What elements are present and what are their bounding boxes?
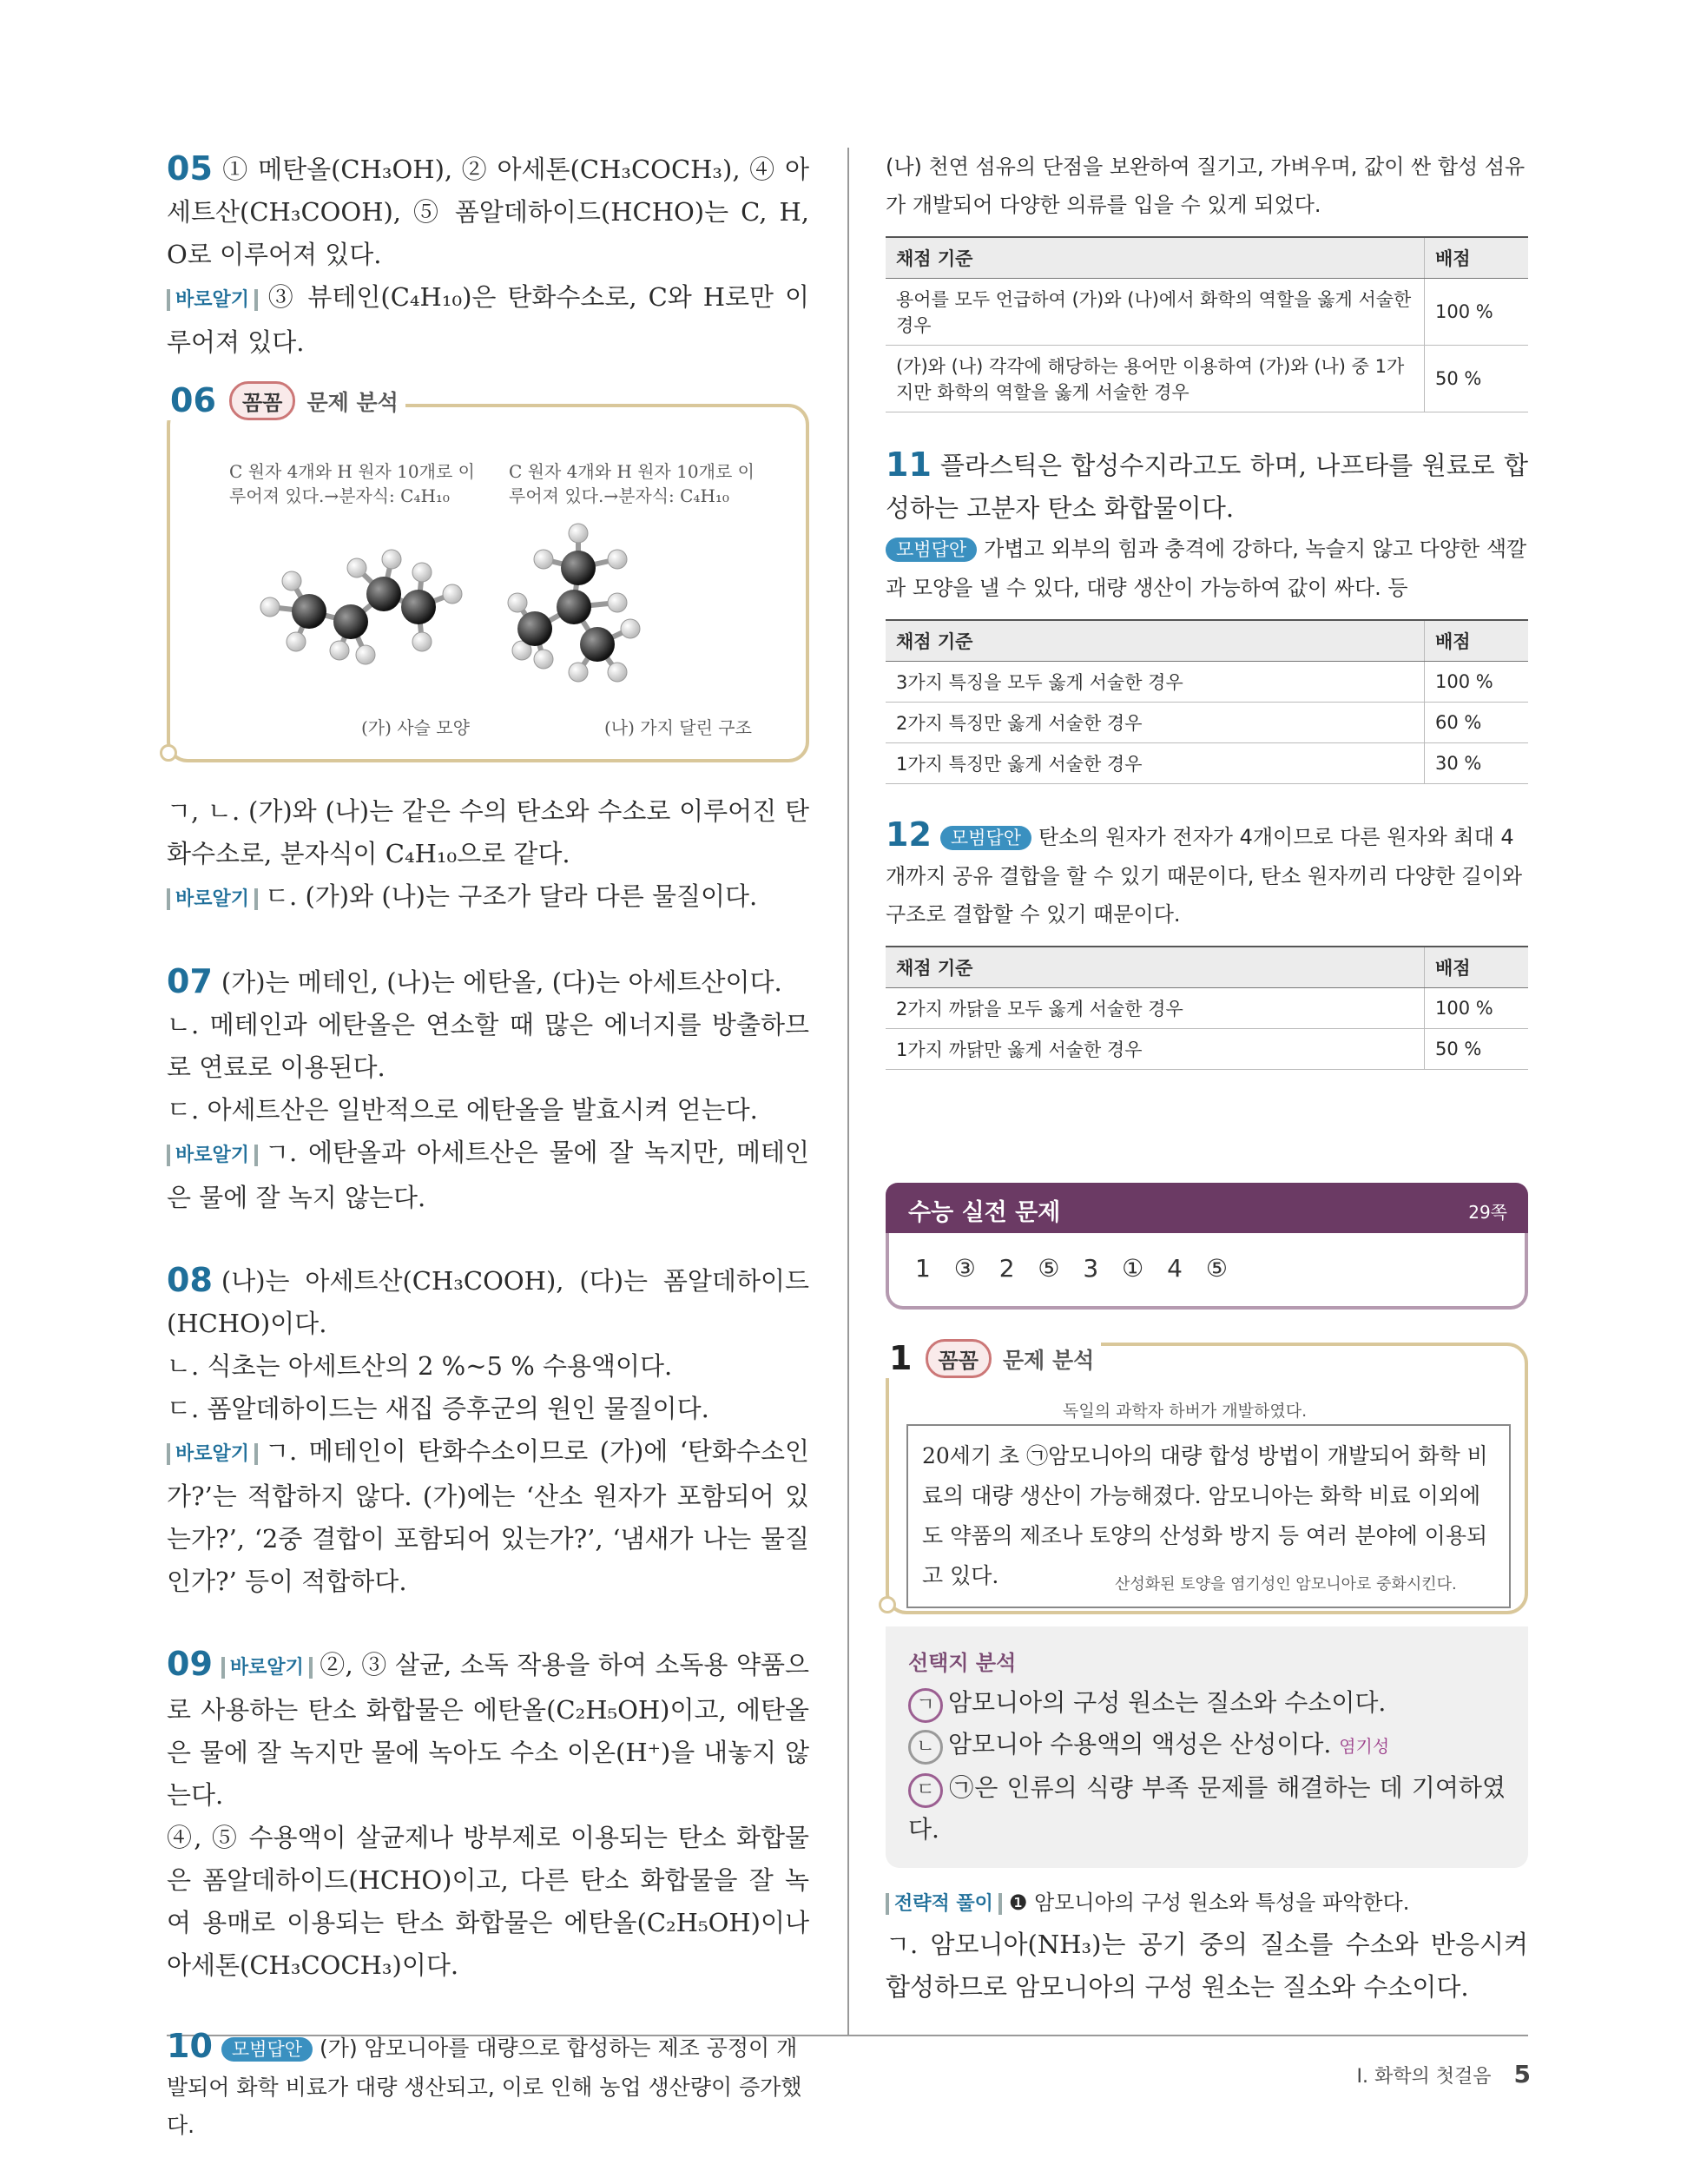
box-corner-dot [879, 1596, 896, 1613]
page-number: 5 [1513, 2060, 1531, 2088]
caption-b: C 원자 4개와 H 원자 10개로 이루어져 있다.→분자식: C₄H₁₀ [509, 461, 755, 506]
page-footer: Ⅰ. 화학의 첫걸음 5 [1356, 2060, 1531, 2088]
answer-key-box [886, 1233, 1528, 1310]
choice-analysis: 선택지 분석 ㄱ 암모니아의 구성 원소는 질소와 수소이다. ㄴ 암모니아 수용액의 액성은 산성이다. 염기성 ㄷ ㉠은 인류의 식량 부족 문제를 해결하는 데 기여하였다. [886, 1626, 1528, 1868]
passage: 20세기 초 ㉠암모니아의 대량 합성 방법이 개발되어 화학 비료의 대량 생산이 가능해졌다. 암모니아는 화학 비료 이외에도 약품의 제조나 토양의 산성화 방지 등 여러 분야에 이용되고 있다. [906, 1424, 1511, 1608]
box-corner-dot [160, 744, 177, 762]
question-12: 12 모범답안 탄소의 원자가 전자가 4개이므로 다른 원자와 최대 4개까지 공유 결합을 할 수 있기 때문이다, 탄소 원자끼리 다양한 길이와 구조로 결합할 수 있기 때문이다. [886, 815, 1523, 927]
wrong-mark: ㄴ [908, 1730, 943, 1765]
analysis-box: 06 꼼꼼 문제 분석 C 원자 4개와 H 원자 10개로 이루어져 있다.→분자식: C₄H₁₀ C 원자 4개와 H 원자 10개로 이루어져 있다.→분자식: C₄H₁₀ (가) 사슬 모양 (나) 가지 달린 구조 [167, 404, 809, 762]
molecule-diagram [222, 516, 761, 724]
label-b: (나) 가지 달린 구조 [604, 717, 752, 738]
badge: 꼼꼼 [229, 381, 295, 420]
q10-continued: (나) 천연 섬유의 단점을 보완하여 질기고, 가벼우며, 값이 싼 합성 섬유가 개발되어 다양한 의류를 입을 수 있게 되었다. [886, 155, 1526, 217]
problem-1-analysis: 1 꼼꼼 문제 분석 독일의 과학자 하버가 개발하였다. 20세기 초 ㉠암모니아의 대량 합성 방법이 개발되어 화학 비료의 대량 생산이 가능해졌다. 암모니아는 화학 비료 이외에도 약품의 제조나 토양의 산성화 방지 등 여러 분야에 이용되고 있다. 산성화된 토양을 염기성인 암모니아로 중화시킨다. [886, 1343, 1528, 1614]
question-09: 09 바로알기 ②, ③ 살균, 소독 작용을 하여 소독용 약품으로 사용하는 탄소 화합물은 에탄올(C₂H₅OH)이고, 에탄올은 물에 잘 녹지만 물에 녹아도 수소 이온(H⁺)을 내놓지 않는다. ④, ⑤ 수용액이 살균제나 방부제로 이용되는 탄소 화합물은 폼알데하이드(HCHO)이고, 다른 탄소 화합물을 잘 녹여 용매로 이용되는 탄소 화합물은 에탄올(C₂H₅OH)이나 아세톤(CH₃COCH₃)이다. [167, 1645, 809, 1980]
scoring-table-12: 채점 기준 배점 2가지 까닭을 모두 옳게 서술한 경우 100 % 1가지 까닭만 옳게 서술한 경우 50 % [886, 946, 1528, 1070]
badge: 꼼꼼 [926, 1339, 992, 1378]
question-11: 11 플라스틱은 합성수지라고도 하며, 나프타를 원료로 합성하는 고분자 탄소 화합물이다. 모범답안 가볍고 외부의 힘과 충격에 강하다, 녹슬지 않고 다양한 색깔과 모양을 낼 수 있다, 대량 생산이 가능하여 값이 싸다. 등 [886, 445, 1528, 600]
question-10: 10 모범답안 (가) 암모니아를 대량으로 합성하는 제조 공정이 개발되어 화학 비료가 대량 생산되고, 이로 인해 농업 생산량이 증가했다. [167, 2027, 802, 2138]
answer-key: 1 ③ 2 ⑤ 3 ① 4 ⑤ [915, 1254, 1228, 1283]
label-a: (가) 사슬 모양 [361, 717, 470, 738]
section-banner: 수능 실전 문제 29쪽 [886, 1183, 1528, 1233]
note-neutralize: 산성화된 토양을 염기성인 암모니아로 중화시킨다. [1115, 1575, 1457, 1593]
correct-mark: ㄷ [908, 1773, 943, 1808]
question-08: 08 (나)는 아세트산(CH₃COOH), (다)는 폼알데하이드(HCHO)이다. ㄴ. 식초는 아세트산의 2 %~5 % 수용액이다. ㄷ. 폼알데하이드는 새집 증후군의 원인 물질이다. 바로알기 ㄱ. 메테인이 탄화수소이므로 (가)에 ‘탄화수소인가?’는 적합하지 않다. (가)에는 ‘산소 원자가 포함되어 있는가?’, ‘2중 결합이 포함되어 있는가?’, ‘냄새가 나는 물질인가?’ 등이 적합하다. [167, 1261, 809, 1596]
question-06: 06 꼼꼼 문제 분석 C 원자 4개와 H 원자 10개로 이루어져 있다.→분자식: C₄H₁₀ C 원자 4개와 H 원자 10개로 이루어져 있다.→분자식: C₄H₁₀ (가) 사슬 모양 (나) 가지 달린 구조 ㄱ, ㄴ. (가)와 (나)는 같은 수의 탄소와 수소로 이루어진 탄화수소로, 분자식이 C₄H₁₀으로 같다. 바로알기 ㄷ. (가)와 (나)는 구조가 달라 다른 물질이다. [167, 404, 809, 920]
question-07: 07 (가)는 메테인, (나)는 에탄올, (다)는 아세트산이다. ㄴ. 메테인과 에탄올은 연소할 때 많은 에너지를 방출하므로 연료로 이용된다. ㄷ. 아세트산은 일반적으로 에탄올을 발효시켜 얻는다. 바로알기 ㄱ. 에탄올과 아세트산은 물에 잘 녹지만, 메테인은 물에 잘 녹지 않는다. [167, 962, 809, 1212]
question-05: 05 ① 메탄올(CH₃OH), ② 아세톤(CH₃COCH₃), ④ 아세트산(CH₃COOH), ⑤ 폼알데하이드(HCHO)는 C, H, O로 이루어져 있다. 바로알기 ③ 뷰테인(C₄H₁₀)은 탄화수소로, C와 H로만 이루어져 있다. [167, 149, 809, 357]
caption-a: C 원자 4개와 H 원자 10개로 이루어져 있다.→분자식: C₄H₁₀ [229, 461, 475, 506]
note-haber: 독일의 과학자 하버가 개발하였다. [1063, 1402, 1308, 1421]
correct-mark: ㄱ [908, 1688, 943, 1723]
right-column [886, 148, 1528, 2009]
scoring-table-11: 채점 기준 배점 3가지 특징을 모두 옳게 서술한 경우 100 % 2가지 특징만 옳게 서술한 경우 60 % 1가지 특징만 옳게 서술한 경우 30 % [886, 619, 1528, 784]
left-column [167, 148, 809, 2145]
column-divider [847, 148, 849, 2036]
strategy-solution: 전략적 풀이 ❶ 암모니아의 구성 원소와 특성을 파악한다. ㄱ. 암모니아(NH₃)는 공기 중의 질소를 수소와 반응시켜 합성하므로 암모니아의 구성 원소는 질소와 수소이다. [886, 1890, 1528, 2002]
scoring-table-10: 채점 기준 배점 용어를 모두 언급하여 (가)와 (나)에서 화학의 역할을 옳게 서술한 경우 100 % (가)와 (나) 각각에 해당하는 용어만 이용하여 (가)와 (나) 중 1가지만 화학의 역할을 옳게 서술한 경우 50 % [886, 236, 1528, 412]
